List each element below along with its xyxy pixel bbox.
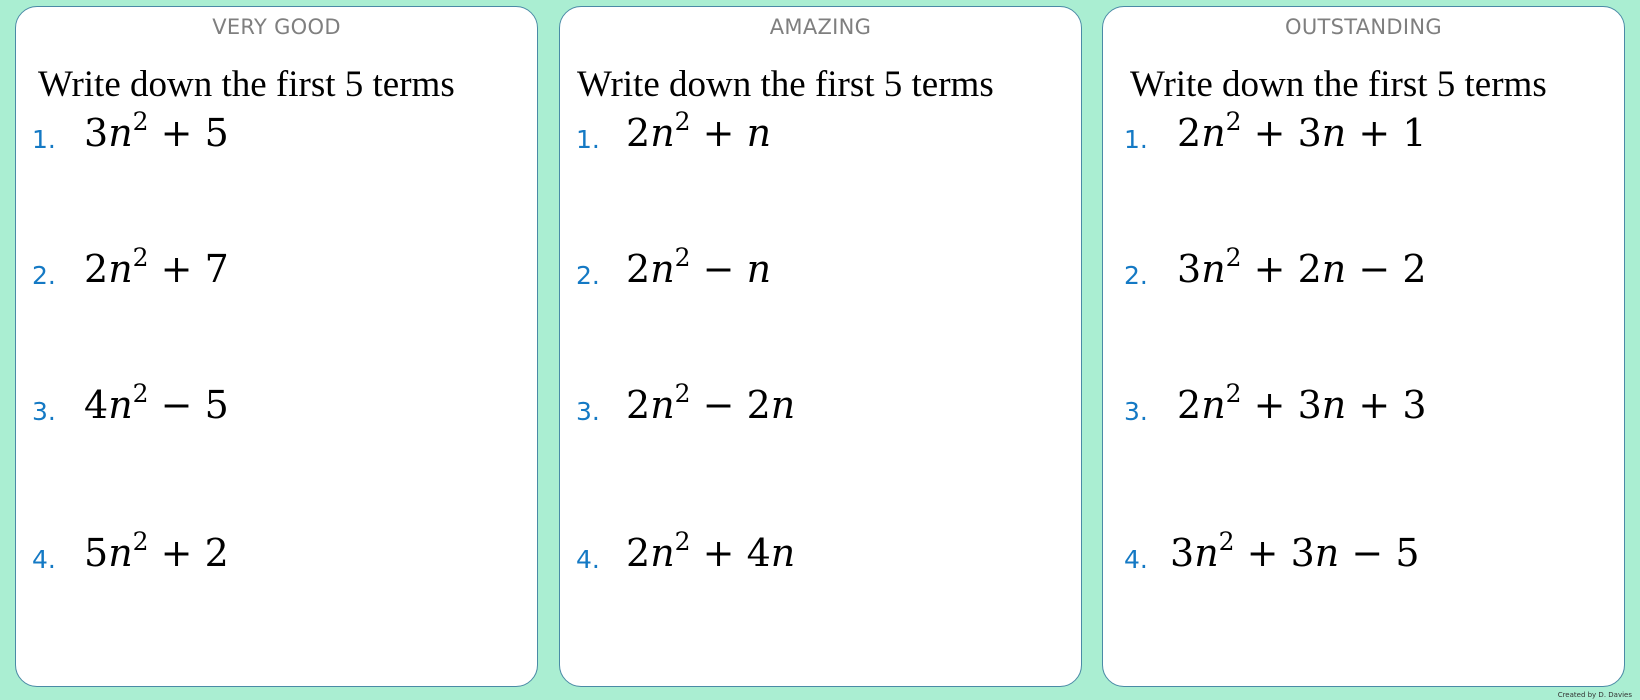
question-expression: $2n^2 + 4n$ (626, 527, 796, 575)
card-very-good (15, 6, 538, 687)
question-expression: $3n^2 + 3n - 5$ (1170, 527, 1420, 575)
question-number: 1. (576, 125, 600, 154)
card-title: VERY GOOD (212, 15, 341, 39)
card-outstanding (1102, 6, 1625, 687)
instruction-text: Write down the first 5 terms (1130, 64, 1547, 105)
card-amazing (559, 6, 1082, 687)
question-number: 4. (576, 545, 600, 574)
instruction-text: Write down the first 5 terms (577, 64, 994, 105)
question-expression: $4n^2 - 5$ (84, 379, 229, 427)
question-number: 3. (576, 397, 600, 426)
question-expression: $2n^2 + 7$ (84, 243, 229, 291)
question-number: 3. (32, 397, 56, 426)
question-number: 2. (576, 261, 600, 290)
question-number: 4. (1124, 545, 1148, 574)
question-number: 3. (1124, 397, 1148, 426)
question-expression: $2n^2 + 3n + 1$ (1177, 107, 1427, 155)
card-title: AMAZING (769, 15, 872, 39)
question-expression: $3n^2 + 5$ (84, 107, 229, 155)
question-number: 2. (32, 261, 56, 290)
question-expression: $5n^2 + 2$ (84, 527, 229, 575)
card-title: OUTSTANDING (1285, 15, 1442, 39)
question-expression: $2n^2 - 2n$ (626, 379, 796, 427)
instruction-text: Write down the first 5 terms (38, 64, 455, 105)
credit-text: Created by D. Davies (1557, 691, 1632, 699)
question-expression: $2n^2 + n$ (626, 107, 772, 155)
question-number: 1. (1124, 125, 1148, 154)
question-number: 1. (32, 125, 56, 154)
question-number: 2. (1124, 261, 1148, 290)
question-expression: $2n^2 - n$ (626, 243, 772, 291)
question-number: 4. (32, 545, 56, 574)
question-expression: $2n^2 + 3n + 3$ (1177, 379, 1427, 427)
question-expression: $3n^2 + 2n - 2$ (1177, 243, 1427, 291)
